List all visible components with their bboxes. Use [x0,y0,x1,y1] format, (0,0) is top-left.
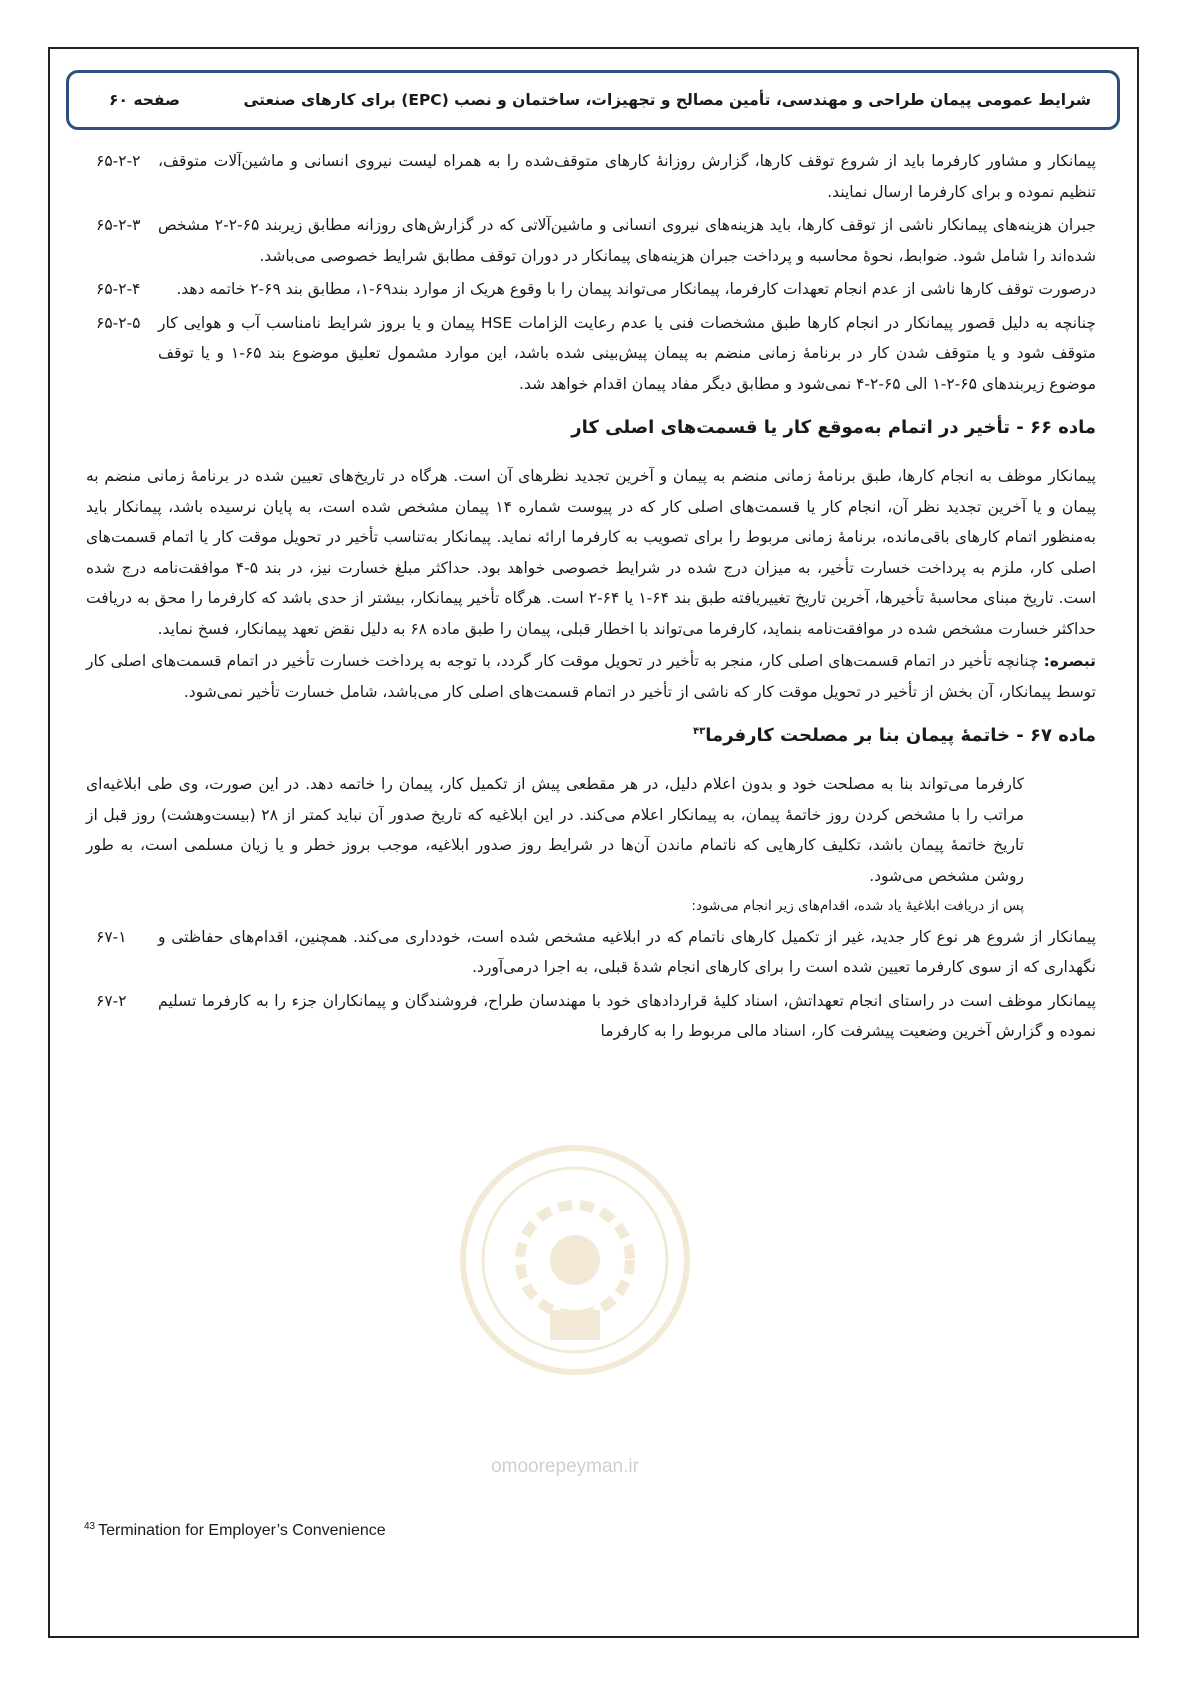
page-content [86,146,1096,1050]
article-66-heading: ماده ۶۶ - تأخیر در اتمام به‌موقع کار یا قسمت‌های اصلی کار [571,417,1096,438]
note-text: چنانچه تأخیر در اتمام قسمت‌های اصلی کار، منجر به تأخیر در تحویل موقت کار گردد، با توجه به پرداخت خسارت تأخیر در اتمام قسمت‌های اصلی کار توسط پیمانکار، آن بخش از تأخیر در تحویل موقت کار که ناشی از تأخیر در اتمام قسمت‌های اصلی کار می‌باشد، شامل خسارت تأخیر نمی‌شود. [86,652,1096,701]
article-66-body: پیمانکار موظف به انجام کارها، طبق برنامهٔ زمانی منضم به پیمان و آخرین تجدید نظرهای آن است. هرگاه در تاریخ‌های تعیین شده در برنامهٔ زمانی منضم به پیمان و یا آخرین تجدید نظر آن، انجام کار یا قسمت‌های اصلی کار که در پیوست شماره ۱۴ پیمان مشخص شده است، به پایان نرسیده باشد، پیمانکار باید به‌منظور اتمام کارهای باقی‌مانده، برنامهٔ زمانی مربوط را برای تصویب به کارفرما ارائه نماید. پیمانکار به‌تناسب تأخیر در تحویل موقت کار یا اتمام قسمت‌های اصلی کار، ملزم به پرداخت خسارت تأخیر، به میزان درج شده در شرایط خصوصی خواهد بود. حداکثر مبلغ خسارت نیز، در بند ۵-۴ موافقت‌نامه درج شده است. تاریخ مبنای محاسبهٔ تأخیرها، آخرین تاریخ تغییریافته طبق بند ۶۴-۱ یا ۶۴-۲ است. هرگاه تأخیر پیمانکار، بیشتر از حدی باشد که کارفرما را محق به دریافت حداکثر خسارت مشخص شده در موافقت‌نامه بنماید، کارفرما می‌تواند با اخطار قبلی، پیمان را طبق ماده ۶۸ به دلیل نقض تعهد پیمانکار، فسخ نماید. [86,467,1096,638]
clause-number: ۶۵-۲-۲ [96,152,141,170]
footnote [84,1522,386,1540]
clause-67-2 [86,986,1096,1047]
note-label: تبصره: [1043,652,1096,670]
clause-text: پیمانکار از شروع هر نوع کار جدید، غیر از تکمیل کارهای ناتمام که در ابلاغیه مشخص شده است، خودداری می‌کند. همچنین، اقدام‌های حفاظتی و نگهداری که از سوی کارفرما تعیین شده است را برای کارهای انجام شدهٔ قبلی، به اجرا درمی‌آورد. [158,927,1096,976]
footnote-number: 43 [84,1520,96,1532]
page-number: صفحه ۶۰ [109,91,181,109]
clause-67-1 [86,922,1096,983]
clause-text: چنانچه به دلیل قصور پیمانکار در انجام کارها طبق مشخصات فنی یا عدم رعایت الزامات HSE پیمان و یا بروز شرایط نامناسب آب و هوایی کار متوقف شود و یا متوقف شدن کار در برنامهٔ زمانی منضم به پیمان پیش‌بینی شده باشد، این موارد مشمول تعلیق موضوع بند ۶۵-۱ و یا توقف موضوع زیربندهای ۶۵-۲-۱ الی ۶۵-۲-۴ نمی‌شود و مطابق دیگر مفاد پیمان اقدام خواهد شد. [158,313,1096,393]
clause-65-2-2 [86,146,1096,207]
clause-text: پیمانکار و مشاور کارفرما باید از شروع توقف کارها، گزارش روزانهٔ کارهای متوقف‌شده را به همراه لیست نیروی انسانی و ماشین‌آلات متوقف، تنظیم نموده و برای کارفرما ارسال نمایند. [158,152,1096,201]
article-67-after-notice: پس از دریافت ابلاغیهٔ یاد شده، اقدام‌های زیر انجام می‌شود: [691,898,1024,914]
article-66-note [86,646,1096,707]
clause-number: ۶۷-۲ [96,991,127,1010]
clause-text: پیمانکار موظف است در راستای انجام تعهداتش، اسناد کلیهٔ قراردادهای خود با مهندسان طراح، فروشندگان و پیمانکاران جزء را به کارفرما تسلیم نموده و گزارش آخرین وضعیت پیشرفت کار، اسناد مالی مربوط را به کارفرما [158,991,1096,1040]
clause-65-2-3 [86,210,1096,271]
article-67-heading [86,721,1096,751]
clause-number: ۶۷-۱ [96,927,127,946]
clause-text: جبران هزینه‌های پیمانکار ناشی از توقف کارها، باید هزینه‌های نیروی انسانی و ماشین‌آلاتی که در گزارش‌های روزانه مطابق زیربند ۶۵-۲-۲ مشخص شده‌اند را شامل شود. ضوابط، نحوهٔ محاسبه و پرداخت جبران هزینه‌های پیمانکار در دوران توقف مطابق شرایط خصوصی می‌باشد. [158,216,1096,265]
watermark-url: omoorepeyman.ir [491,1456,639,1477]
article-67-intro: کارفرما می‌تواند بنا به مصلحت خود و بدون اعلام دلیل، در هر مقطعی پیش از تکمیل کار، پیمان را خاتمه دهد. در این صورت، وی طی ابلاغیه‌ای مراتب را با مشخص کردن روز خاتمهٔ پیمان، به پیمانکار اعلام می‌کند. در این ابلاغیه که تاریخ صدور آن نباید کمتر از ۲۸ (بیست‌وهشت) روز قبل از تاریخ خاتمهٔ پیمان باشد، تکلیف کارهایی که ناتمام ماندن آن‌ها در شرایط روز صدور ابلاغیه، موجب بروز خطر و یا زیان مسلمی است، به طور روشن مشخص می‌شود. [86,775,1024,885]
article-67-title: ماده ۶۷ - خاتمهٔ پیمان بنا بر مصلحت کارفرما [705,725,1096,746]
clause-number: ۶۵-۲-۴ [96,280,141,298]
clause-number: ۶۵-۲-۵ [96,313,141,332]
clause-65-2-5 [86,308,1096,400]
clause-65-2-4 [86,274,1096,305]
document-title: شرایط عمومی پیمان طراحی و مهندسی، تأمین مصالح و تجهیزات، ساختمان و نصب (EPC) برای کارهای صنعتی [243,91,1091,109]
footnote-text: Termination for Employer’s Convenience [98,1522,386,1539]
footnote-reference: ۴۳ [693,726,706,737]
running-header [66,70,1120,130]
clause-number: ۶۵-۲-۳ [96,216,141,234]
clause-text: درصورت توقف کارها ناشی از عدم انجام تعهدات کارفرما، پیمانکار می‌تواند پیمان را با وقوع هریک از موارد بند۶۹-۱، مطابق بند ۶۹-۲ خاتمه دهد. [176,280,1096,298]
